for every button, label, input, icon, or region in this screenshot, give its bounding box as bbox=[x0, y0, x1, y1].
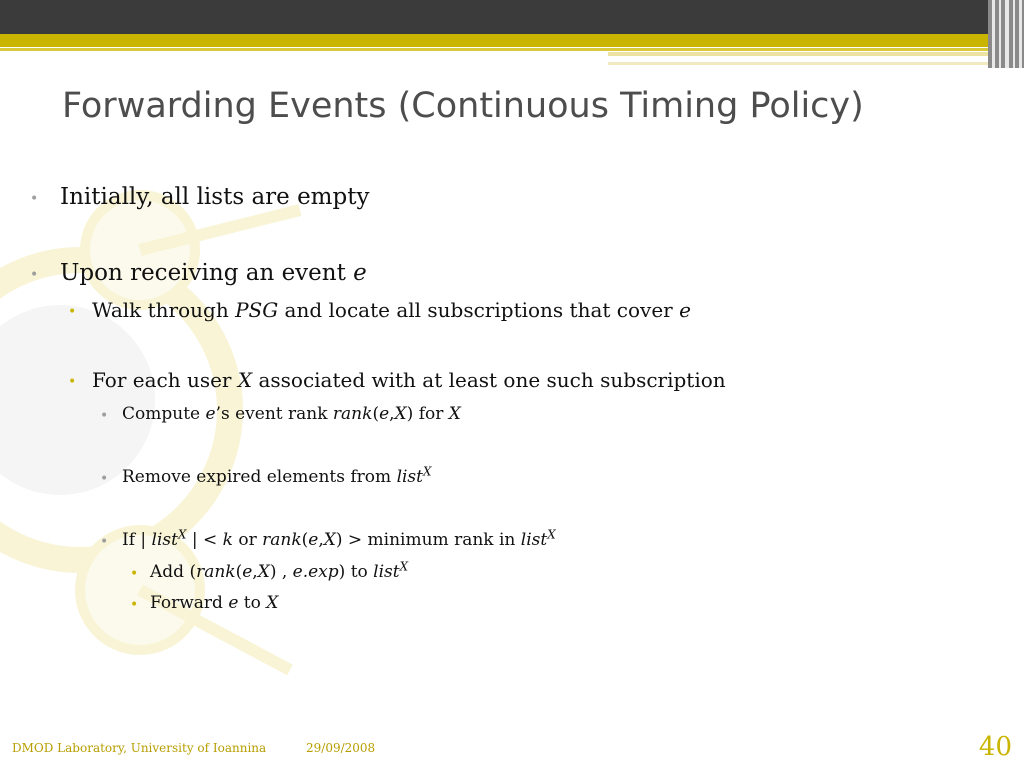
bullet-forward-event: Forward e to X bbox=[150, 593, 279, 613]
bullet-marker: • bbox=[30, 267, 39, 283]
bullet-remove-expired: Remove expired elements from list$^X$ bbox=[122, 464, 432, 487]
bullet-initially-empty: Initially, all lists are empty bbox=[60, 184, 370, 210]
bullet-marker: • bbox=[68, 304, 77, 320]
bullet-marker: • bbox=[68, 374, 77, 390]
footer-date: 29/09/2008 bbox=[306, 741, 376, 755]
bullet-compute-event-rank: Compute e’s event rank rank(e,X) for X bbox=[122, 404, 461, 424]
bullet-for-each-user: For each user X associated with at least one such subscription bbox=[92, 368, 726, 392]
bullet-if-condition: If | list$^X$ | < k or rank(e,X) > minimum rank in list$^X$ bbox=[122, 527, 556, 550]
bullet-marker: • bbox=[130, 566, 139, 582]
slide-page-number: 40 bbox=[978, 732, 1012, 762]
slide-title: Forwarding Events (Continuous Timing Policy) bbox=[62, 86, 864, 126]
bullet-marker: • bbox=[100, 534, 109, 550]
footer-organization: DMOD Laboratory, University of Ioannina bbox=[12, 741, 267, 755]
bullet-add-to-list: Add (rank(e,X) , e.exp) to list$^X$ bbox=[150, 559, 409, 582]
bullet-walk-through-psg: Walk through PSG and locate all subscriptions that cover e bbox=[92, 298, 691, 322]
bullet-upon-receiving-event: Upon receiving an event e bbox=[60, 260, 367, 286]
bullet-marker: • bbox=[100, 471, 109, 487]
bullet-marker: • bbox=[100, 408, 109, 424]
bullet-marker: • bbox=[30, 191, 39, 207]
bullet-marker: • bbox=[130, 597, 139, 613]
